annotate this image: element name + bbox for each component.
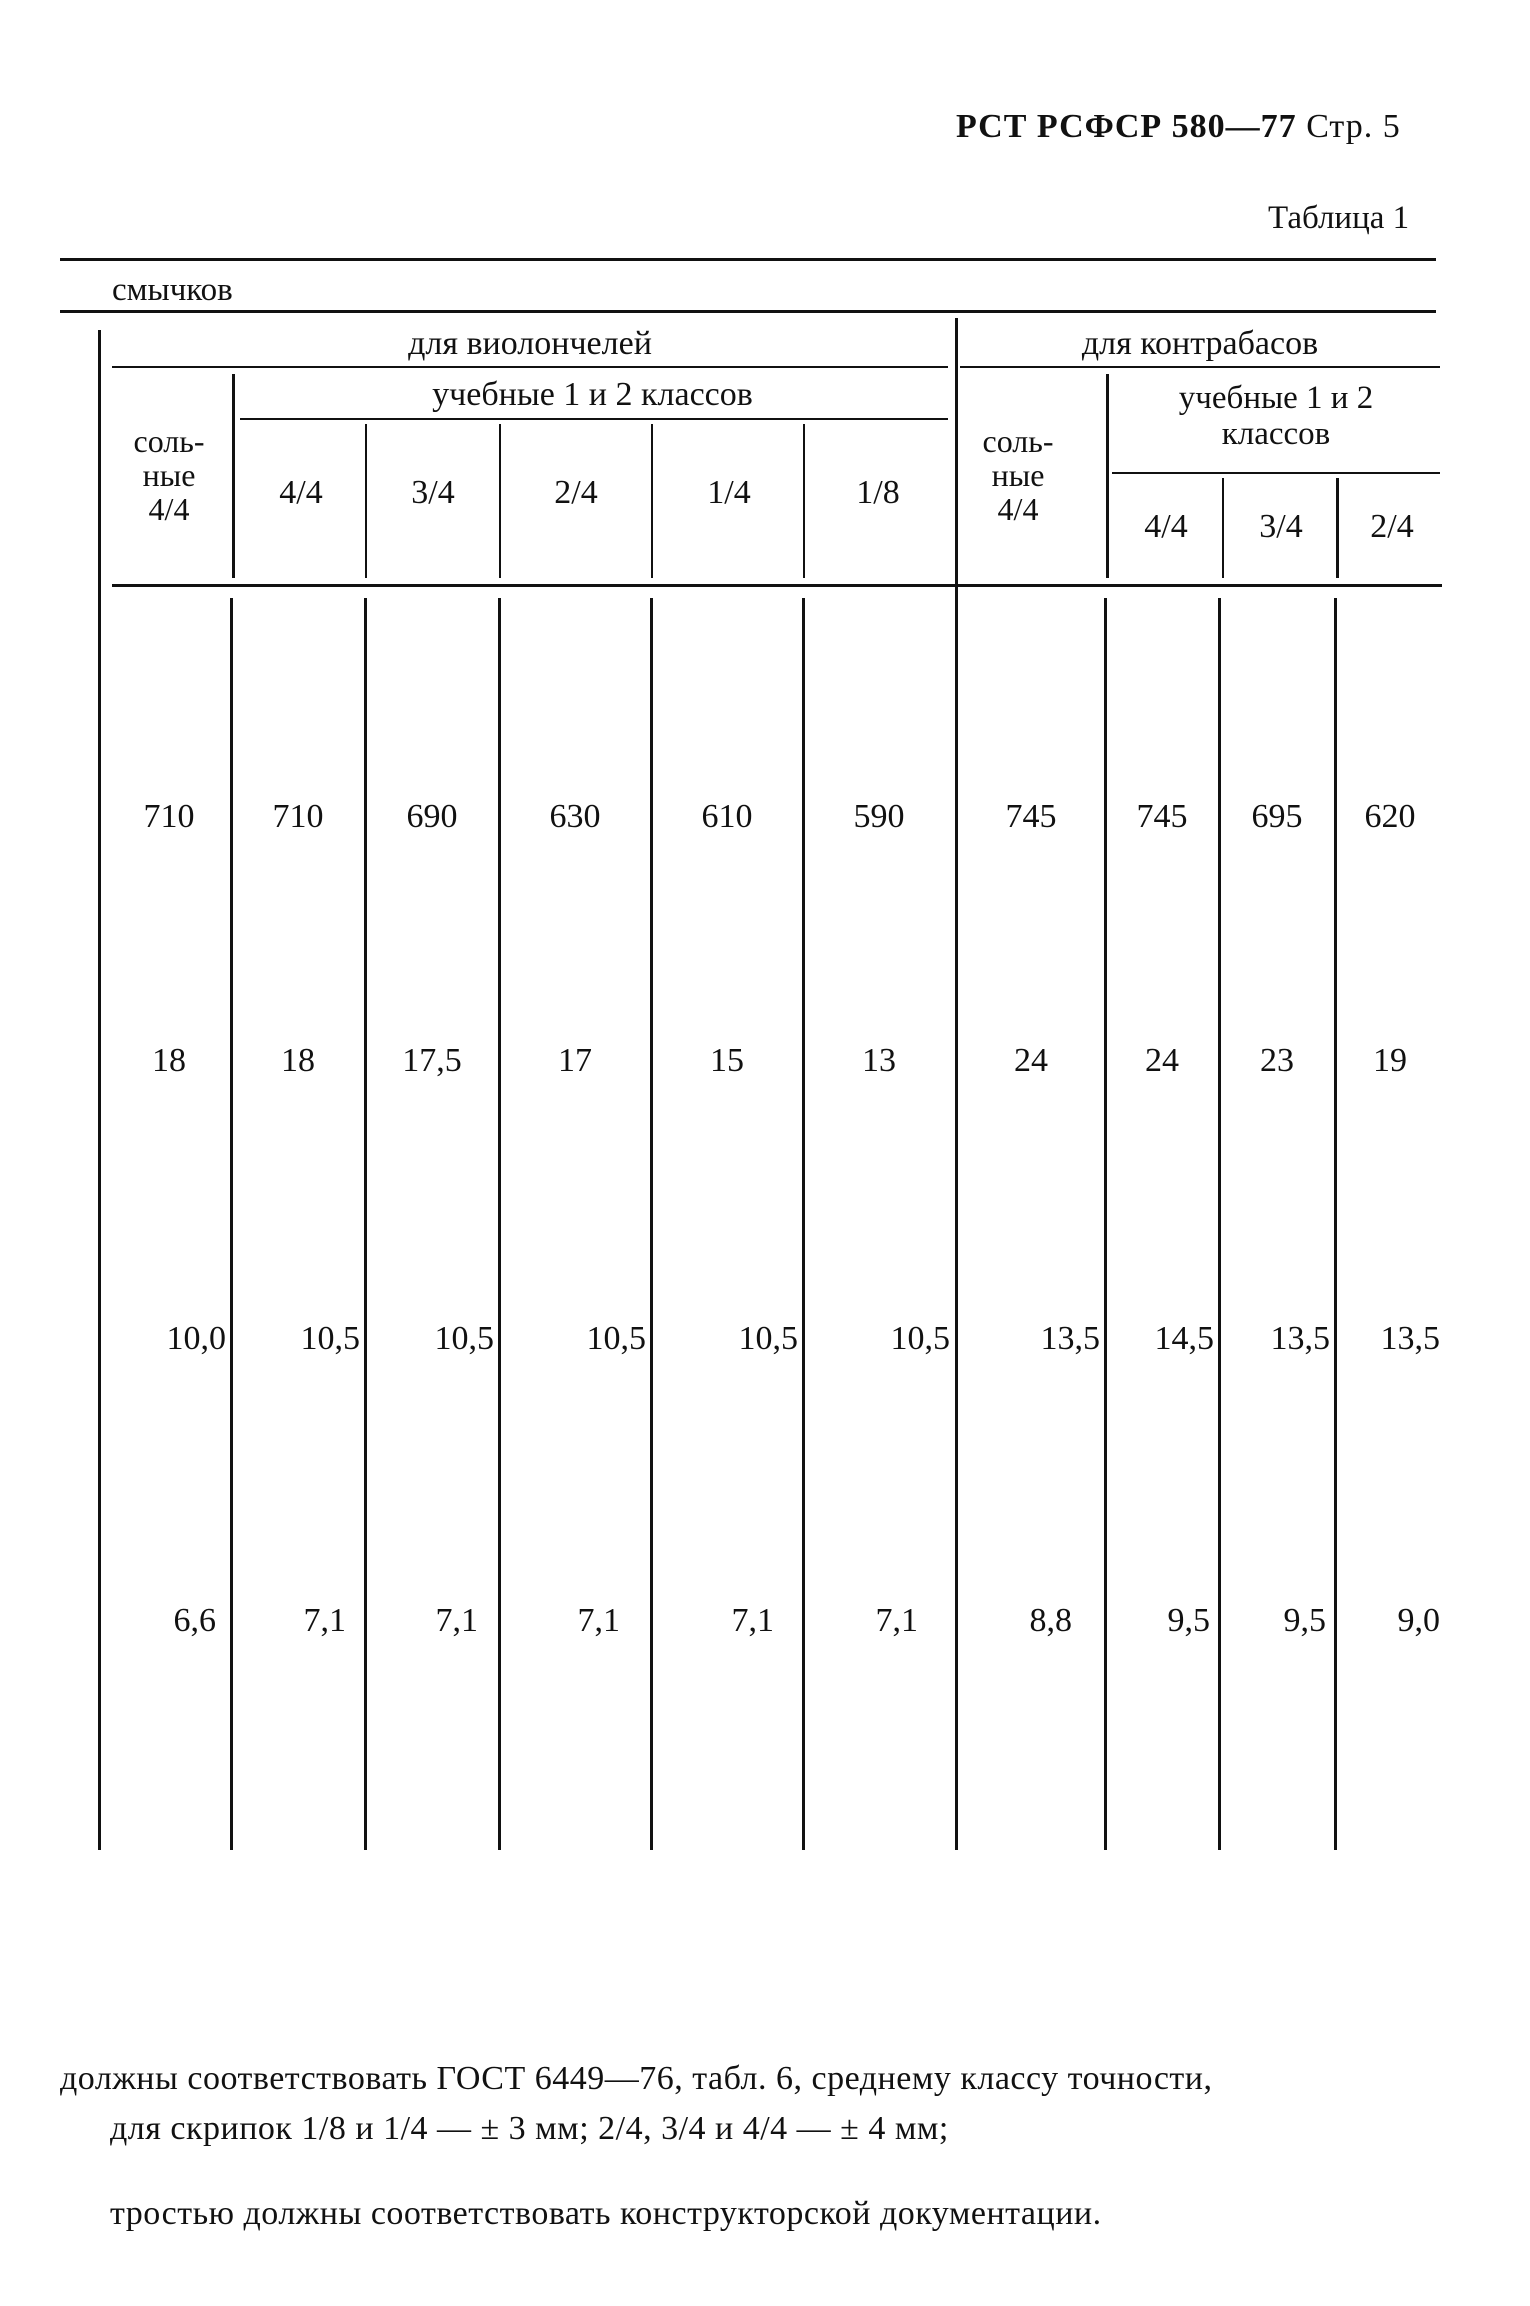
page-header bbox=[956, 108, 1401, 146]
table-cell: 620 bbox=[1364, 798, 1416, 835]
table-cell: 17 bbox=[558, 1042, 592, 1079]
table-cell: 10,5 bbox=[300, 1320, 360, 1357]
table-cell: 24 bbox=[1145, 1042, 1179, 1079]
table-cell: 745 bbox=[1136, 798, 1188, 835]
group-divider bbox=[955, 318, 958, 1850]
table-label: Таблица 1 bbox=[1268, 200, 1410, 236]
table-cell: 7,1 bbox=[875, 1602, 918, 1639]
solo-label-line2: ные bbox=[142, 457, 196, 493]
table-cell: 19 bbox=[1373, 1042, 1407, 1079]
table-cell: 24 bbox=[1014, 1042, 1048, 1079]
col-divider bbox=[651, 424, 653, 578]
col-divider bbox=[498, 598, 501, 1850]
cello-size-header: 3/4 bbox=[411, 474, 455, 511]
cello-study-header: учебные 1 и 2 классов bbox=[432, 376, 753, 413]
col-divider bbox=[364, 598, 367, 1850]
table-cell: 10,5 bbox=[738, 1320, 798, 1357]
bass-study-header-line2: классов bbox=[1221, 416, 1331, 452]
note-line-1: должны соответствовать ГОСТ 6449—76, табл. 6, среднему классу точности, bbox=[60, 2060, 1213, 2097]
solo-label-line1: соль- bbox=[133, 423, 205, 459]
table-cell: 630 bbox=[549, 798, 601, 835]
col-divider bbox=[1104, 598, 1107, 1850]
header-bottom-rule bbox=[112, 584, 1442, 587]
bass-group-rule bbox=[960, 366, 1440, 368]
table-cell: 6,6 bbox=[173, 1602, 216, 1639]
col-divider bbox=[802, 598, 805, 1850]
table-cell: 9,0 bbox=[1397, 1602, 1440, 1639]
page-number: Стр. 5 bbox=[1306, 108, 1401, 145]
table-cell: 710 bbox=[143, 798, 195, 835]
note-line-2: для скрипок 1/8 и 1/4 — ± 3 мм; 2/4, 3/4 и 4/4 — ± 4 мм; bbox=[110, 2110, 949, 2147]
solo-label-line1: соль- bbox=[982, 423, 1054, 459]
cello-group-header: для виолончелей bbox=[408, 325, 652, 362]
table-cell: 7,1 bbox=[577, 1602, 620, 1639]
table-cell: 17,5 bbox=[402, 1042, 462, 1079]
col-divider bbox=[1222, 478, 1224, 578]
bass-solo-header bbox=[968, 424, 1068, 526]
cello-size-header: 1/4 bbox=[707, 474, 751, 511]
col-divider bbox=[1218, 598, 1221, 1850]
table-cell: 13,5 bbox=[1040, 1320, 1100, 1357]
table-cell: 23 bbox=[1260, 1042, 1294, 1079]
bass-study-header bbox=[1112, 380, 1440, 452]
bass-size-header: 4/4 bbox=[1144, 508, 1188, 545]
cello-size-header: 4/4 bbox=[279, 474, 323, 511]
table-cell: 13 bbox=[862, 1042, 896, 1079]
col-divider bbox=[1334, 598, 1337, 1850]
col-divider bbox=[232, 374, 235, 578]
solo-label-line2: ные bbox=[991, 457, 1045, 493]
solo-label-line3: 4/4 bbox=[997, 491, 1039, 527]
table-cell: 690 bbox=[406, 798, 458, 835]
bass-group-header: для контрабасов bbox=[1081, 325, 1319, 362]
table-caption-rule bbox=[60, 310, 1436, 313]
bass-study-rule bbox=[1112, 472, 1440, 474]
table-caption: смычков bbox=[112, 272, 233, 308]
table-cell: 7,1 bbox=[731, 1602, 774, 1639]
col-divider bbox=[803, 424, 805, 578]
cello-solo-header bbox=[110, 424, 228, 526]
table-cell: 710 bbox=[272, 798, 324, 835]
table-cell: 9,5 bbox=[1283, 1602, 1326, 1639]
table-cell: 10,5 bbox=[434, 1320, 494, 1357]
table-cell: 15 bbox=[710, 1042, 744, 1079]
table-cell: 590 bbox=[853, 798, 905, 835]
col-divider bbox=[1336, 478, 1339, 578]
table-cell: 10,0 bbox=[166, 1320, 226, 1357]
table-cell: 7,1 bbox=[435, 1602, 478, 1639]
table-cell: 13,5 bbox=[1380, 1320, 1440, 1357]
table-cell: 10,5 bbox=[890, 1320, 950, 1357]
table-left-border bbox=[98, 330, 101, 1850]
col-divider bbox=[1106, 374, 1109, 578]
col-divider bbox=[365, 424, 367, 578]
col-divider bbox=[650, 598, 653, 1850]
solo-label-line3: 4/4 bbox=[148, 491, 190, 527]
cello-study-rule bbox=[240, 418, 948, 420]
table-cell: 745 bbox=[1005, 798, 1057, 835]
table-cell: 18 bbox=[281, 1042, 315, 1079]
bass-size-header: 2/4 bbox=[1370, 508, 1414, 545]
standard-designation: РСТ РСФСР 580—77 bbox=[956, 108, 1297, 145]
col-divider bbox=[499, 424, 501, 578]
table-cell: 695 bbox=[1251, 798, 1303, 835]
table-top-rule bbox=[60, 258, 1436, 261]
table-cell: 9,5 bbox=[1167, 1602, 1210, 1639]
table-cell: 8,8 bbox=[1029, 1602, 1072, 1639]
cello-size-header: 2/4 bbox=[554, 474, 598, 511]
table-cell: 13,5 bbox=[1270, 1320, 1330, 1357]
cello-group-rule bbox=[112, 366, 948, 368]
table-cell: 10,5 bbox=[586, 1320, 646, 1357]
table-cell: 14,5 bbox=[1154, 1320, 1214, 1357]
table-cell: 7,1 bbox=[303, 1602, 346, 1639]
table-cell: 610 bbox=[701, 798, 753, 835]
col-divider bbox=[230, 598, 233, 1850]
note-line-3: тростью должны соответствовать конструкторской документации. bbox=[110, 2195, 1102, 2232]
bass-size-header: 3/4 bbox=[1259, 508, 1303, 545]
cello-size-header: 1/8 bbox=[856, 474, 900, 511]
bass-study-header-line1: учебные 1 и 2 bbox=[1178, 380, 1374, 416]
table-cell: 18 bbox=[152, 1042, 186, 1079]
